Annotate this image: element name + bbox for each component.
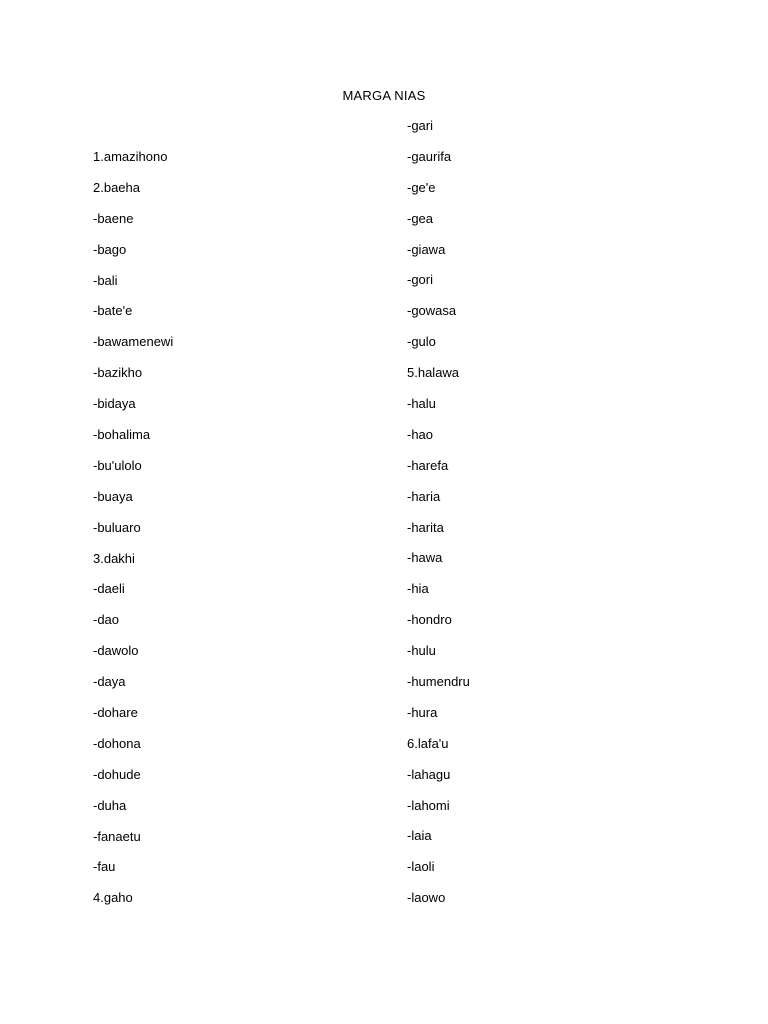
right-column-list bbox=[407, 118, 470, 921]
list-item: -gori bbox=[407, 272, 434, 288]
list-item: 6.lafa'u bbox=[407, 735, 449, 751]
list-item: -hondro bbox=[407, 612, 452, 628]
list-item: 1.amazihono bbox=[93, 149, 168, 164]
list-item: -bohalima bbox=[93, 427, 151, 443]
list-item: -bali bbox=[93, 272, 118, 288]
list-item: -hia bbox=[407, 581, 429, 597]
list-item: -gaurifa bbox=[407, 148, 452, 164]
list-item: -giawa bbox=[407, 241, 446, 257]
list-item: 2.baeha bbox=[93, 179, 140, 195]
list-item: 4.gaho bbox=[93, 890, 133, 906]
list-item: -gulo bbox=[407, 334, 436, 350]
list-item: -laoli bbox=[407, 859, 435, 875]
list-item: -bago bbox=[93, 241, 127, 257]
list-item: -dohona bbox=[93, 735, 141, 751]
list-item: -fau bbox=[93, 859, 116, 875]
list-item: -hulu bbox=[407, 643, 436, 659]
list-item: -dohude bbox=[93, 766, 141, 782]
list-item: -bidaya bbox=[93, 396, 136, 412]
list-item: -laowo bbox=[407, 890, 446, 906]
list-item: -ge'e bbox=[407, 179, 436, 195]
list-item: -hawa bbox=[407, 550, 443, 566]
list-item: 3.dakhi bbox=[93, 550, 135, 566]
list-item: -daya bbox=[93, 674, 126, 690]
list-item: -gowasa bbox=[407, 303, 457, 319]
list-item: -gari bbox=[407, 118, 434, 133]
list-item: -hura bbox=[407, 704, 438, 720]
list-item: -gea bbox=[407, 210, 434, 226]
list-item: 5.halawa bbox=[407, 365, 460, 381]
list-item: -fanaetu bbox=[93, 828, 141, 844]
list-item: -dawolo bbox=[93, 643, 139, 659]
document-title: MARGA NIAS bbox=[342, 88, 426, 103]
list-item: -haria bbox=[407, 488, 441, 504]
list-item: -duha bbox=[93, 797, 127, 813]
list-item: -bate'e bbox=[93, 303, 133, 319]
list-item: -dao bbox=[93, 612, 120, 628]
left-column-list bbox=[93, 149, 173, 921]
list-item: -laia bbox=[407, 828, 432, 844]
list-item: -bu'ulolo bbox=[93, 457, 142, 473]
list-item: -baene bbox=[93, 210, 134, 226]
list-item: -dohare bbox=[93, 705, 138, 721]
list-item: -buluaro bbox=[93, 519, 141, 535]
list-item: -harefa bbox=[407, 457, 449, 473]
list-item: -harita bbox=[407, 519, 444, 535]
list-item: -bazikho bbox=[93, 365, 143, 381]
list-item: -daeli bbox=[93, 581, 125, 597]
list-item: -lahagu bbox=[407, 766, 451, 782]
list-item: -lahomi bbox=[407, 797, 450, 813]
list-item: -humendru bbox=[407, 674, 470, 690]
list-item: -hao bbox=[407, 426, 434, 442]
list-item: -halu bbox=[407, 396, 436, 412]
list-item: -bawamenewi bbox=[93, 334, 174, 350]
list-item: -buaya bbox=[93, 488, 133, 504]
